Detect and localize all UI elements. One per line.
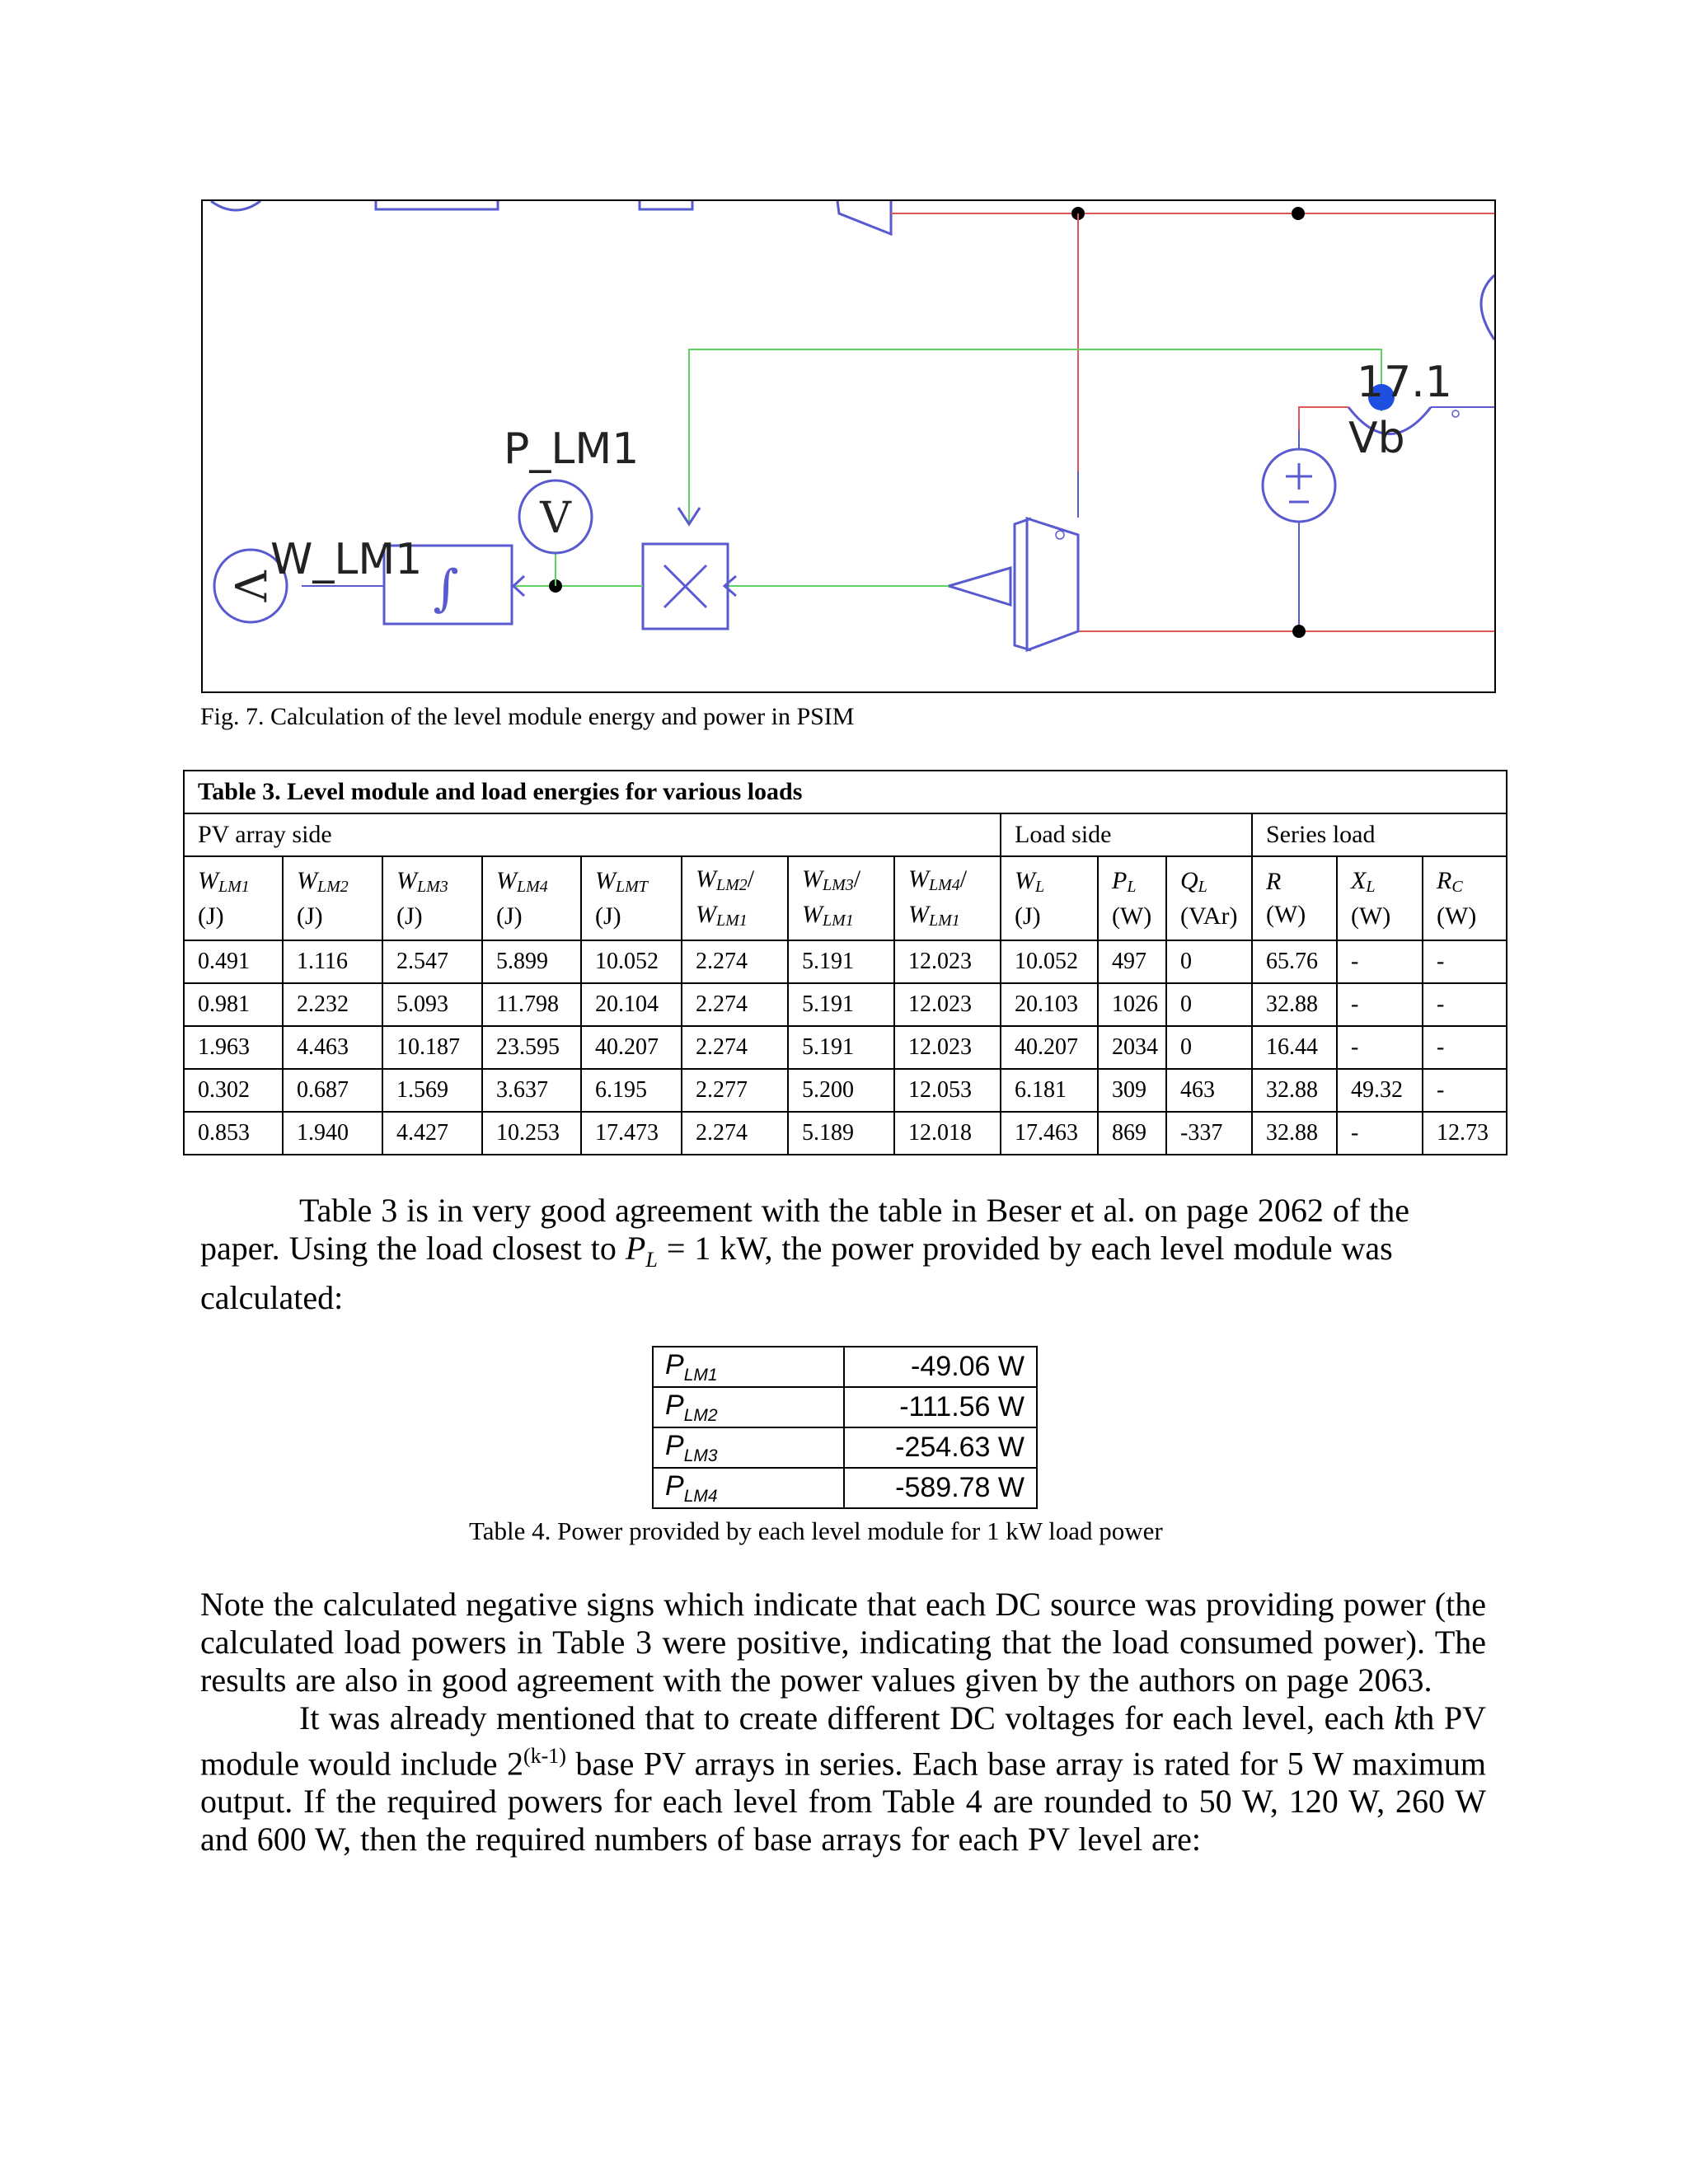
- voltmeter-w-v-label: V: [224, 570, 274, 602]
- column-header: $W_L$ (J): [1001, 856, 1098, 940]
- paragraph-2: Note the calculated negative signs which indicate that each DC source was providing power (the calculated load powers in Table 3 were positive, indicating that the load consumed power). The results are also in good agreement with the power values given by the authors on page 2063.: [200, 1586, 1486, 1699]
- para1-line2a: paper. Using the load closest to: [200, 1230, 626, 1267]
- power-label: $P_{LM2}$: [653, 1387, 844, 1427]
- table-cell: 32.88: [1252, 1069, 1337, 1112]
- table-cell: 49.32: [1337, 1069, 1423, 1112]
- table-row: [184, 1112, 1507, 1155]
- para1-line2b: = 1 kW, the power provided by each level module was: [657, 1230, 1393, 1267]
- power-label: $P_{LM3}$: [653, 1427, 844, 1468]
- table-cell: 12.023: [894, 1026, 1001, 1069]
- table-cell: 2.274: [682, 983, 788, 1026]
- table-cell: 12.018: [894, 1112, 1001, 1155]
- column-header-row: [184, 856, 1507, 940]
- table-cell: 0: [1166, 983, 1252, 1026]
- table-cell: 5.191: [788, 1026, 894, 1069]
- group-header-row: [184, 813, 1507, 856]
- para1-line3: calculated:: [200, 1279, 344, 1316]
- table-cell: 32.88: [1252, 1112, 1337, 1155]
- table-cell: 2.547: [382, 940, 482, 983]
- clipped-block-top-1: [376, 201, 498, 209]
- table-row: [184, 1069, 1507, 1112]
- table-cell: -: [1423, 983, 1507, 1026]
- table-cell: 5.189: [788, 1112, 894, 1155]
- table-cell: 2034: [1098, 1026, 1166, 1069]
- para3-exp-base: 2: [506, 1745, 523, 1783]
- table-cell: 869: [1098, 1112, 1166, 1155]
- para3-b: th PV module would include: [200, 1699, 1487, 1783]
- table-cell: 1.116: [283, 940, 382, 983]
- table-cell: 65.76: [1252, 940, 1337, 983]
- group-load: Load side: [1001, 813, 1252, 856]
- clipped-circle-top-left: [211, 201, 260, 210]
- integral-icon: ∫: [433, 560, 459, 617]
- table-cell: -: [1423, 1069, 1507, 1112]
- table-cell: 497: [1098, 940, 1166, 983]
- psim-schematic-figure: [201, 199, 1496, 693]
- clipped-transformer-top: [837, 201, 891, 234]
- column-header: $W_{LM3}$ (J): [382, 856, 482, 940]
- table-4-caption: Table 4. Power provided by each level module for 1 kW load power: [469, 1516, 1163, 1545]
- gain-triangle: [949, 568, 1010, 605]
- para1-line1: Table 3 is in very good agreement with the table in Beser et al. on page 2062 of the: [299, 1192, 1410, 1229]
- column-header: $Q_L$ (VAr): [1166, 856, 1252, 940]
- column-header: $X_L$ (W): [1337, 856, 1423, 940]
- table-cell: 0.853: [184, 1112, 283, 1155]
- table-3: [183, 770, 1507, 1155]
- table-cell: 0: [1166, 1026, 1252, 1069]
- column-header: $W_{LM4}$ (J): [482, 856, 581, 940]
- table-cell: 2.277: [682, 1069, 788, 1112]
- table-cell: -: [1337, 983, 1423, 1026]
- source-value-label: 17.1: [1357, 358, 1452, 407]
- table-cell: 17.473: [581, 1112, 682, 1155]
- table-4-row: [653, 1387, 1037, 1427]
- table-cell: 1.963: [184, 1026, 283, 1069]
- table-row: [184, 983, 1507, 1026]
- table-cell: 1026: [1098, 983, 1166, 1026]
- table-cell: 2.274: [682, 1026, 788, 1069]
- table-title-row: [184, 771, 1507, 813]
- para3-c: base PV arrays in series. Each base array is rated for 5 W maximum output. If the required powers for each level from Table 4 are rounded to 50 W, 120 W, 260 W and 600 W, then the required numbers of base arrays for each PV level are:: [200, 1745, 1487, 1858]
- table-cell: -337: [1166, 1112, 1252, 1155]
- para3-k: k: [1394, 1699, 1409, 1736]
- table-cell: -: [1337, 940, 1423, 983]
- table-cell: -: [1337, 1112, 1423, 1155]
- column-header: $P_L$ (W): [1098, 856, 1166, 940]
- paragraph-1: [200, 1192, 1486, 1317]
- table-body: [184, 940, 1507, 1155]
- table-row: [184, 1026, 1507, 1069]
- table-cell: 12.023: [894, 940, 1001, 983]
- table-title: Table 3. Level module and load energies for various loads: [184, 771, 1507, 813]
- table-cell: 0.981: [184, 983, 283, 1026]
- table-cell: 10.253: [482, 1112, 581, 1155]
- clipped-block-top-2: [640, 201, 692, 209]
- table-cell: 10.052: [1001, 940, 1098, 983]
- table-cell: 16.44: [1252, 1026, 1337, 1069]
- table-cell: 1.569: [382, 1069, 482, 1112]
- clipped-circle-right: [1481, 275, 1494, 340]
- table-4-row: [653, 1347, 1037, 1387]
- voltmeter-v-label: V: [540, 494, 571, 543]
- column-header: $R_C$ (W): [1423, 856, 1507, 940]
- table-cell: 5.899: [482, 940, 581, 983]
- power-label: $P_{LM4}$: [653, 1468, 844, 1508]
- power-label: $P_{LM1}$: [653, 1347, 844, 1387]
- w-lm1-label: W_LM1: [270, 535, 423, 584]
- table-cell: 3.637: [482, 1069, 581, 1112]
- table-cell: 5.191: [788, 983, 894, 1026]
- pl-sub: L: [645, 1248, 658, 1272]
- column-header: $W_{LM1}$ (J): [184, 856, 283, 940]
- column-header: R (W): [1252, 856, 1337, 940]
- table-cell: 32.88: [1252, 983, 1337, 1026]
- table-cell: 12.053: [894, 1069, 1001, 1112]
- table-cell: 1.940: [283, 1112, 382, 1155]
- table-cell: 2.274: [682, 940, 788, 983]
- p-lm1-label: P_LM1: [504, 424, 640, 474]
- group-series: Series load: [1252, 813, 1507, 856]
- table-cell: 20.103: [1001, 983, 1098, 1026]
- table-cell: 10.052: [581, 940, 682, 983]
- table-cell: 23.595: [482, 1026, 581, 1069]
- table-cell: 6.181: [1001, 1069, 1098, 1112]
- para3-exp: (k-1): [523, 1744, 566, 1768]
- table-4: [652, 1346, 1038, 1509]
- column-header: $W_{LM2}$ (J): [283, 856, 382, 940]
- table-cell: 2.232: [283, 983, 382, 1026]
- red-wire-probe: [1299, 407, 1348, 448]
- node-dot: [1292, 625, 1306, 638]
- pl-symbol: P: [625, 1230, 646, 1267]
- source-name-label: Vb: [1348, 414, 1405, 463]
- table-cell: 309: [1098, 1069, 1166, 1112]
- table-cell: 17.463: [1001, 1112, 1098, 1155]
- para1-line2: [200, 1230, 1486, 1279]
- table-cell: 0: [1166, 940, 1252, 983]
- table-cell: 2.274: [682, 1112, 788, 1155]
- table-cell: 463: [1166, 1069, 1252, 1112]
- group-pv: PV array side: [184, 813, 1001, 856]
- figure-caption: Fig. 7. Calculation of the level module energy and power in PSIM: [200, 703, 855, 730]
- table-cell: 6.195: [581, 1069, 682, 1112]
- table-cell: 5.093: [382, 983, 482, 1026]
- transformer-symbol: [1027, 518, 1078, 650]
- green-wire-feedback: [689, 349, 1381, 523]
- power-value: -589.78 W: [844, 1468, 1037, 1508]
- power-value: -111.56 W: [844, 1387, 1037, 1427]
- power-value: -254.63 W: [844, 1427, 1037, 1468]
- table-cell: 12.023: [894, 983, 1001, 1026]
- table-cell: 11.798: [482, 983, 581, 1026]
- table-cell: 5.200: [788, 1069, 894, 1112]
- table-cell: -: [1423, 940, 1507, 983]
- table-cell: 12.73: [1423, 1112, 1507, 1155]
- column-header: $W_{LM3}/$ $W_{LM1}$: [788, 856, 894, 940]
- table-4-body: [653, 1347, 1037, 1508]
- table-cell: 0.302: [184, 1069, 283, 1112]
- psim-schematic: [203, 201, 1494, 691]
- power-value: -49.06 W: [844, 1347, 1037, 1387]
- table-cell: 10.187: [382, 1026, 482, 1069]
- column-header: $W_{LM2}/$ $W_{LM1}$: [682, 856, 788, 940]
- table-cell: -: [1337, 1026, 1423, 1069]
- table-cell: 20.104: [581, 983, 682, 1026]
- table-cell: 0.687: [283, 1069, 382, 1112]
- table-cell: 4.463: [283, 1026, 382, 1069]
- table-cell: 5.191: [788, 940, 894, 983]
- column-header: $W_{LMT}$ (J): [581, 856, 682, 940]
- table-4-row: [653, 1427, 1037, 1468]
- column-header: $W_{LM4}/$ $W_{LM1}$: [894, 856, 1001, 940]
- paragraph-3: [200, 1699, 1486, 1858]
- para3-a: It was already mentioned that to create different DC voltages for each level, each: [299, 1699, 1395, 1736]
- node-dot: [1292, 207, 1305, 220]
- table-4-row: [653, 1468, 1037, 1508]
- table-cell: -: [1423, 1026, 1507, 1069]
- table-cell: 40.207: [1001, 1026, 1098, 1069]
- table-row: [184, 940, 1507, 983]
- table-cell: 40.207: [581, 1026, 682, 1069]
- table-cell: 0.491: [184, 940, 283, 983]
- table-cell: 4.427: [382, 1112, 482, 1155]
